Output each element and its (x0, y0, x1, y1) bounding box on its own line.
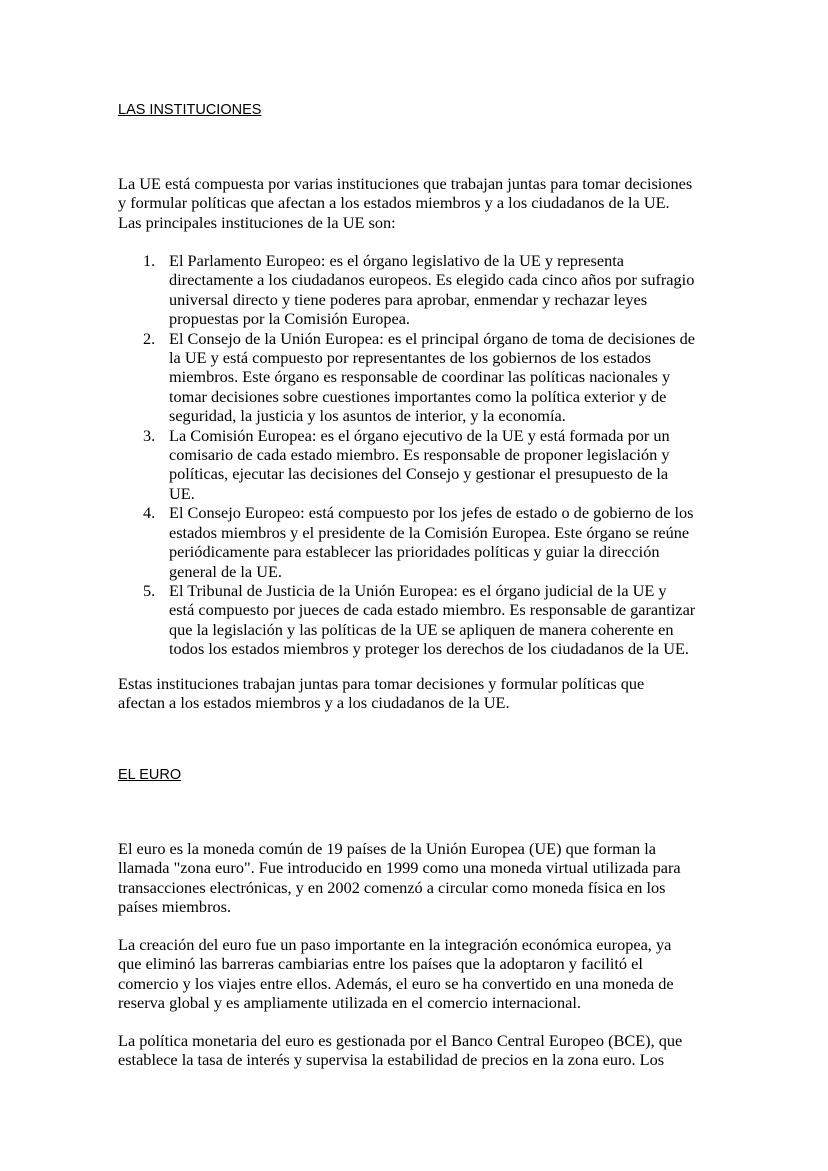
text-line: todos los estados miembros y proteger los derechos de los ciudadanos de la UE. (169, 639, 689, 659)
list-number: 1. (143, 251, 156, 270)
text-line: UE. (169, 483, 195, 503)
list-number: 4. (143, 503, 156, 523)
text-line: que la legislación y las políticas de la UE se apliquen de manera coherente en (169, 619, 674, 639)
list-item-parlamento (118, 251, 718, 329)
list-item-consejo-europeo (118, 503, 718, 581)
text-line: El Consejo de la Unión Europea: es el principal órgano de toma de decisiones de (169, 328, 695, 348)
text-line: políticas, ejecutar las decisiones del Consejo y gestionar el presupuesto de la (169, 464, 669, 484)
text-line: que eliminó las barreras cambiarias entre los países que la adoptaron y facilitó el (118, 954, 643, 974)
institutions-list (118, 251, 718, 659)
text-line: La Comisión Europea: es el órgano ejecutivo de la UE y está formada por un (169, 425, 670, 445)
list-number: 2. (143, 328, 156, 348)
list-number: 3. (143, 425, 156, 445)
text-line: llamada "zona euro". Fue introducido en 1999 como una moneda virtual utilizada para (118, 858, 681, 878)
text-line: periódicamente para establecer las prioridades políticas y guiar la dirección (169, 542, 660, 562)
text-line: transacciones electrónicas, y en 2002 comenzó a circular como moneda física en los (118, 877, 666, 897)
list-item-consejo-ue (118, 329, 718, 426)
text-line: está compuesto por jueces de cada estado miembro. Es responsable de garantizar (169, 600, 696, 620)
list-number: 5. (143, 580, 156, 600)
text-line: la UE y está compuesto por representantes de los gobiernos de los estados (169, 348, 651, 368)
list-item-tribunal (118, 581, 718, 659)
text-line: La creación del euro fue un paso importante en la integración económica europea, ya (118, 935, 672, 954)
text-line: directamente a los ciudadanos europeos. Es elegido cada cinco años por sufragio (169, 270, 695, 290)
text-line: establece la tasa de interés y supervisa la estabilidad de precios en la zona euro. Los (118, 1050, 665, 1070)
text-line: tomar decisiones sobre cuestiones importantes como la política exterior y de (169, 386, 667, 406)
text-line: El Consejo Europeo: está compuesto por los jefes de estado o de gobierno de los (169, 503, 694, 523)
euro-paragraph-1 (118, 839, 718, 917)
text-line: y formular políticas que afectan a los estados miembros y a los ciudadanos de la UE. (118, 193, 670, 213)
intro-paragraph (118, 174, 718, 232)
text-line: comercio y los viajes entre ellos. Además, el euro se ha convertido en una moneda de (118, 973, 674, 993)
section-title-euro: EL EURO (118, 767, 182, 783)
text-line: Las principales instituciones de la UE son: (118, 212, 396, 232)
text-line: El euro es la moneda común de 19 países de la Unión Europea (UE) que forman la (118, 839, 657, 858)
text-line: El Parlamento Europeo: es el órgano legislativo de la UE y representa (169, 251, 624, 270)
section-title-instituciones: LAS INSTITUCIONES (118, 102, 262, 118)
text-line: general de la UE. (169, 561, 283, 581)
text-line: reserva global y es ampliamente utilizada en el comercio internacional. (118, 993, 581, 1013)
text-line: Estas instituciones trabajan juntas para tomar decisiones y formular políticas que (118, 674, 645, 693)
list-item-comision (118, 426, 718, 504)
text-line: afectan a los estados miembros y a los ciudadanos de la UE. (118, 693, 510, 713)
closing-paragraph (118, 674, 718, 713)
text-line: propuestas por la Comisión Europea. (169, 309, 411, 329)
text-line: universal directo y tiene poderes para aprobar, enmendar y rechazar leyes (169, 289, 648, 309)
text-line: comisario de cada estado miembro. Es responsable de proponer legislación y (169, 445, 670, 465)
euro-paragraph-3 (118, 1031, 718, 1070)
text-line: miembros. Este órgano es responsable de coordinar las políticas nacionales y (169, 367, 671, 387)
text-line: El Tribunal de Justicia de la Unión Europea: es el órgano judicial de la UE y (169, 580, 667, 600)
euro-paragraph-2 (118, 935, 718, 1013)
text-line: países miembros. (118, 897, 232, 917)
text-line: La UE está compuesta por varias instituciones que trabajan juntas para tomar decisiones (118, 174, 693, 193)
text-line: La política monetaria del euro es gestionada por el Banco Central Europeo (BCE), que (118, 1031, 683, 1050)
text-line: estados miembros y el presidente de la Comisión Europea. Este órgano se reúne (169, 522, 690, 542)
text-line: seguridad, la justicia y los asuntos de interior, y la economía. (169, 406, 566, 426)
